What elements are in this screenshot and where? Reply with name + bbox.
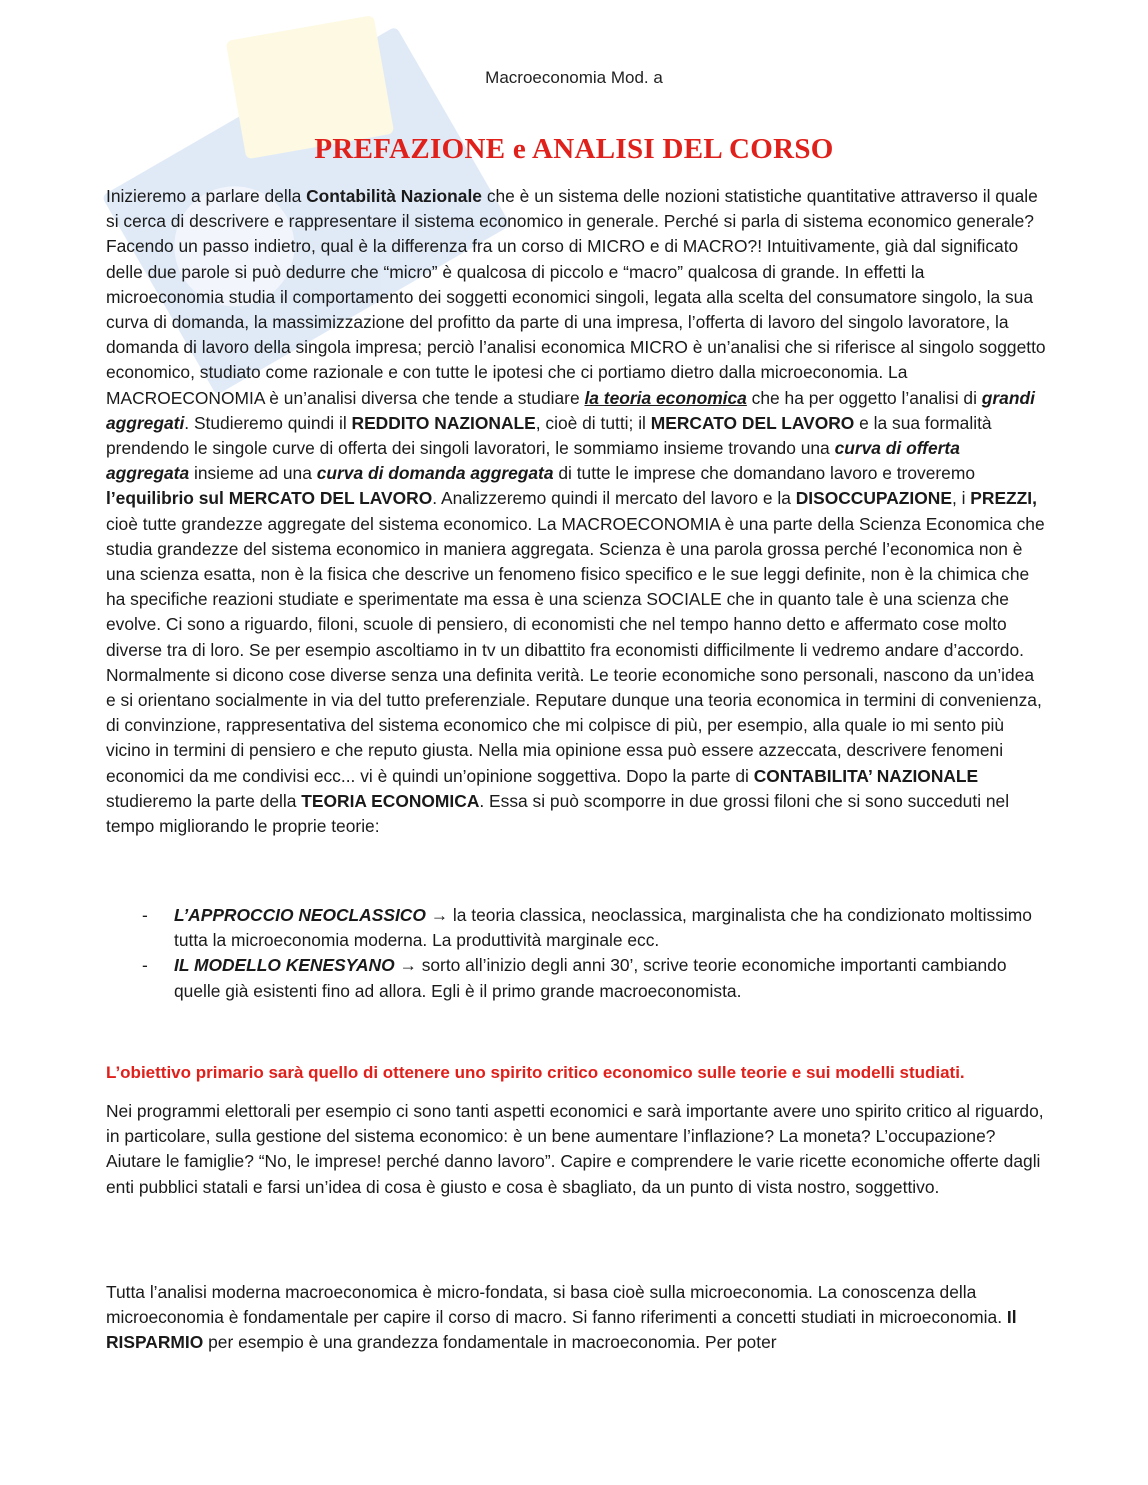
text-run: che ha per oggetto l’analisi di <box>746 387 982 408</box>
term-disoccupazione: DISOCCUPAZIONE <box>795 488 952 509</box>
term-mercato-del-lavoro: MERCATO DEL LAVORO <box>650 412 855 433</box>
programs-paragraph <box>106 1099 1046 1200</box>
text-run: per esempio è una grandezza fondamentale in macroeconomia. Per poter <box>203 1332 777 1353</box>
approach-name: L’APPROCCIO NEOCLASSICO <box>174 905 426 925</box>
list-dash: - <box>142 955 148 976</box>
text-run: Tutta l’analisi moderna macroeconomica è micro-fondata, si basa cioè sulla microeconomia. La conoscenza della microeconomia è fondamentale per capire il corso di macro. Si fanno riferimenti a concetti studiati in microeconomia. <box>106 1282 1007 1328</box>
text-run: , cioè di tutti; il <box>535 412 651 433</box>
term-prezzi: PREZZI, <box>970 488 1037 509</box>
text-run: insieme ad una <box>189 463 317 484</box>
intro-paragraph <box>106 184 1046 839</box>
text-run: cioè tutte grandezze aggregate del sistema economico. La MACROECONOMIA è una parte della Scienza Economica che studia grandezze del sistema economico in maniera aggregata. Scienza è una parola grossa perché l’economica non è una scienza esatta, non è la fisica che descrive un fenomeno fisico specifico e le sue leggi definite, non è la chimica che ha specifiche reazioni studiate e sperimentate ma essa è una scienza SOCIALE che in quanto tale è una scienza che evolve. Ci sono a riguardo, filoni, scuole di pensiero, di economisti che nel tempo hanno detto e affermato cose molto diverse tra di loro. Se per esempio ascoltiamo in tv un dibattito fra economisti difficilmente li vedremo andare d’accordo. Normalmente si dicono cose diverse senza una definita verità. Le teorie economiche sono personali, nascono da un’idea e si orientano socialmente in via del tutto preferenziale. Reputare dunque una teoria economica in termini di convenienza, di convinzione, rappresentativa del sistema economico che mi colpisce di più, per esempio, alla quale io mi sento più vicino in termini di pensiero e che reputo giusta. Nella mia opinione essa può essere azzeccata, descrivere fenomeni economici da me condivisi ecc... vi è quindi un’opinione soggettiva. Dopo la parte di <box>106 513 1045 786</box>
approach-name: IL MODELLO KENESYANO <box>174 955 395 976</box>
term-risparmio: Il RISPARMIO <box>106 1307 1017 1353</box>
term-contabilita-nazionale-caps: CONTABILITA’ NAZIONALE <box>753 765 979 786</box>
programs-text: Nei programmi elettorali per esempio ci sono tanti aspetti economici e sarà importante avere uno spirito critico al riguardo, in particolare, sulla gestione del sistema economico: è un bene aumentare l’inflazione? La moneta? L’occupazione? Aiutare le famiglie? “No, le imprese! perché danno lavoro”. Capire e comprendere le varie ricette economiche offerte dagli enti pubblici statali e farsi un’idea di cosa è giusto e cosa è sbagliato, da un punto di vista nostro, soggettivo. <box>106 1101 1044 1197</box>
text-run: e la sua formalità prendendo le singole curve di offerta dei singoli lavoratori, le sommiamo insieme trovando una <box>106 412 992 459</box>
arrow-right-icon: → <box>430 905 449 925</box>
term-teoria-economica: la teoria economica <box>584 387 747 408</box>
arrow-right-icon: → <box>399 955 417 976</box>
text-run: . Analizzeremo quindi il mercato del lavoro e la <box>432 488 796 509</box>
text-run: di tutte le imprese che domandano lavoro e troveremo <box>553 463 975 484</box>
term-contabilita-nazionale: Contabilità Nazionale <box>306 186 482 206</box>
text-run: , i <box>951 488 971 509</box>
term-reddito-nazionale: REDDITO NAZIONALE <box>351 412 536 433</box>
list-item <box>106 953 1046 1003</box>
term-grandi-aggregati: grandi aggregati <box>106 387 1035 433</box>
objective-text: L’obiettivo primario sarà quello di ottenere uno spirito critico economico sulle teorie e sui modelli studiati. <box>106 1063 965 1082</box>
approaches-list-block <box>106 903 1046 1004</box>
modern-analysis-paragraph <box>106 1280 1046 1356</box>
approaches-list <box>106 903 1046 1004</box>
approach-description: sorto all’inizio degli anni 30’, scrive teorie economiche importanti cambiando quelle già esistenti fino ad allora. Egli è il primo grande macroeconomista. <box>174 955 1007 1001</box>
text-run: studieremo la parte della <box>106 790 302 811</box>
text-run: . Studieremo quindi il <box>184 412 352 433</box>
running-header: Macroeconomia Mod. a <box>485 68 663 87</box>
list-item <box>106 903 1046 953</box>
text-run: Inizieremo a parlare della <box>106 186 307 206</box>
approach-description: la teoria classica, neoclassica, marginalista che ha condizionato moltissimo tutta la microeconomia moderna. La produttività marginale ecc. <box>174 905 1032 951</box>
term-teoria-economica-caps: TEORIA ECONOMICA <box>301 790 480 811</box>
term-curva-domanda-aggregata: curva di domanda aggregata <box>316 463 554 484</box>
objective-statement <box>106 1060 1046 1085</box>
page-title: PREFAZIONE e ANALISI DEL CORSO <box>314 133 834 165</box>
text-run: . Essa si può scomporre in due grossi filoni che si sono succeduti nel tempo migliorando le proprie teorie: <box>106 790 1010 837</box>
term-equilibrio-mercato-lavoro: l’equilibrio sul MERCATO DEL LAVORO <box>106 488 433 509</box>
text-run: che è un sistema delle nozioni statistiche quantitative attraverso il quale si cerca di descrivere e rappresentare il sistema economico in generale. Perché si parla di sistema economico generale? Facendo un passo indietro, qual è la differenza fra un corso di MICRO e di MACRO?! Intuitivamente, già dal significato delle due parole si può dedurre che “micro” è qualcosa di piccolo e “macro” qualcosa di grande. In effetti la microeconomia studia il comportamento dei soggetti economici singoli, legata alla scelta del consumatore singolo, la sua curva di domanda, la massimizzazione del profitto da parte di una impresa, l’offerta di lavoro del singolo lavoratore, la domanda di lavoro della singola impresa; perciò l’analisi economica MICRO è un’analisi che si riferisce al singolo soggetto economico, studiato come razionale e con tutte le ipotesi che ci portiamo dietro dalla microeconomia. La MACROECONOMIA è un’analisi diversa che tende a studiare <box>106 186 1046 408</box>
list-dash: - <box>142 905 148 925</box>
term-curva-offerta-aggregata: curva di offerta aggregata <box>106 438 960 484</box>
